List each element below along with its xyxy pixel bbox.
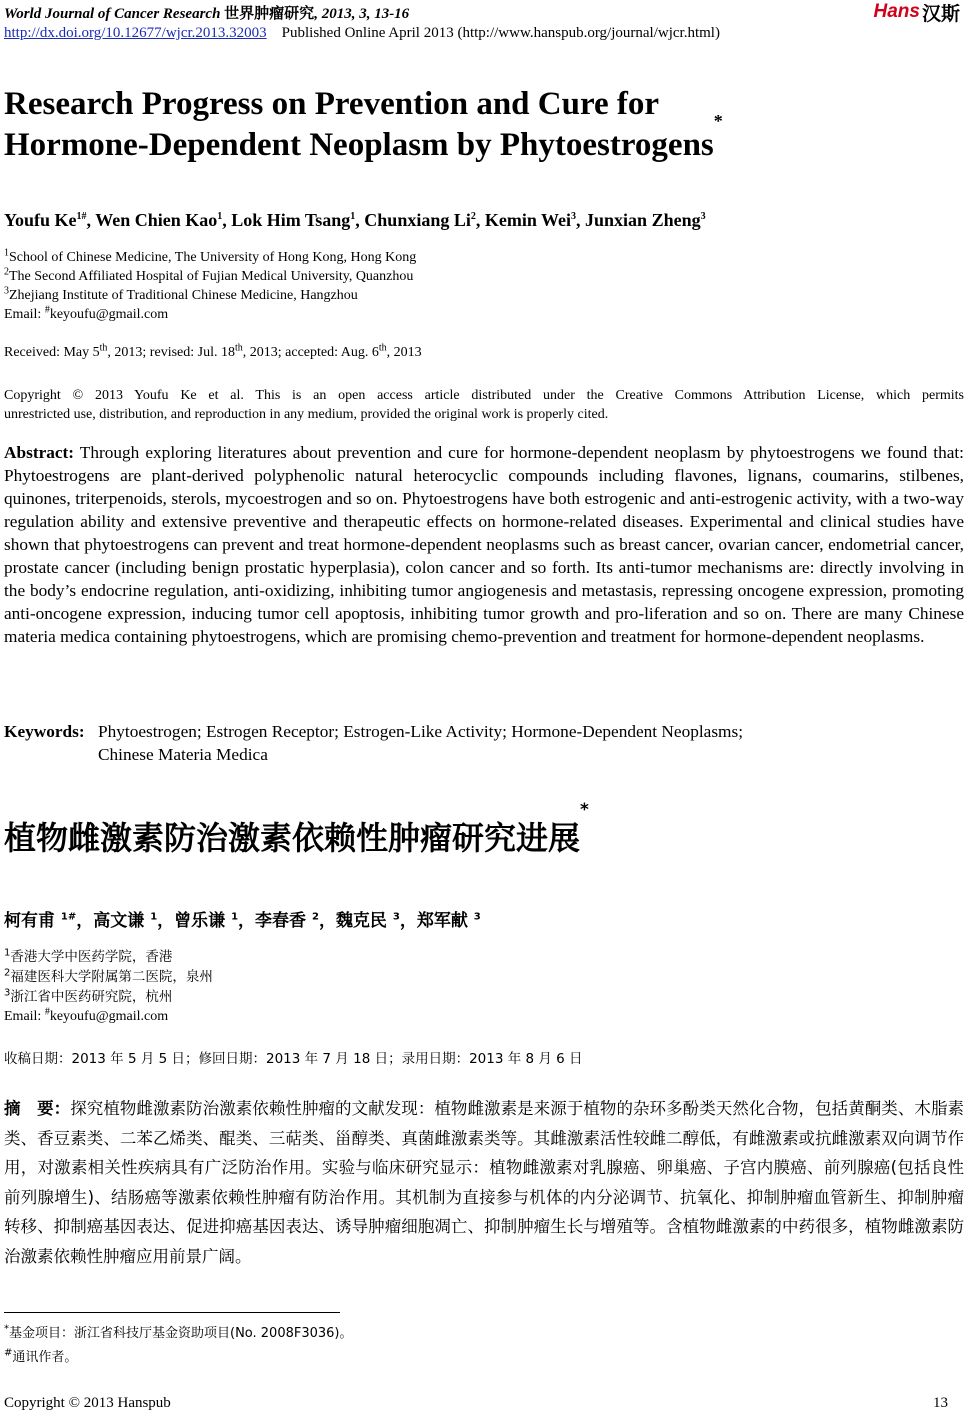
abstract-en <box>4 441 964 648</box>
affiliation-cn: $^1$香港大学中医药学院，香港 <box>4 947 173 965</box>
footnote-funding: *基金项目：浙江省科技厅基金资助项目(No. 2008F3036)。 <box>4 1323 353 1341</box>
author-cn: 李春香 $^2$， <box>255 911 336 931</box>
copyright-line-2: unrestricted use, distribution, and reproduction in any medium, provided the original work is properly cited. <box>4 407 609 422</box>
author-cn: 曾乐谦 $^1$， <box>174 911 256 931</box>
affiliation-cn: $^3$浙江省中医药研究院，杭州 <box>4 987 173 1005</box>
author: Junxian Zheng$^3$ <box>585 210 706 230</box>
affiliation: $^2$The Second Affiliated Hospital of Fujian Medical University, Quanzhou <box>4 266 414 284</box>
doi-link[interactable]: http://dx.doi.org/10.12677/wjcr.2013.32003 <box>4 25 267 41</box>
published-online: Published Online April 2013 (http://www.hanspub.org/journal/wjcr.html) <box>281 25 720 41</box>
received-dates: Received: May 5th, 2013; revised: Jul. 18th, 2013; accepted: Aug. 6th, 2013 <box>4 342 422 360</box>
keywords <box>4 720 743 766</box>
author-cn: 郑军献 $^3$ <box>416 911 481 931</box>
keywords-line-2: Chinese Materia Medica <box>98 745 268 764</box>
logo-text-cn: 汉斯 <box>921 3 960 25</box>
copyright-line-1: Copyright © 2013 Youfu Ke et al. This is an open access article distributed under the Creative Commons Attribution License, which permits <box>4 388 964 403</box>
author: Kemin Wei$^3$, <box>484 210 586 230</box>
affiliations-en <box>4 248 416 324</box>
journal-info: , 2013, 3, 13-16 <box>314 6 410 22</box>
doi-line <box>4 25 720 42</box>
title-line-2: Hormone-Dependent Neoplasm by Phytoestrogens* <box>4 111 723 163</box>
author-cn: 魏克民 $^3$， <box>335 911 417 931</box>
affiliation: $^1$School of Chinese Medicine, The University of Hong Kong, Hong Kong <box>4 247 417 265</box>
title-line-1: Research Progress on Prevention and Cure for <box>4 86 660 122</box>
email-address-cn[interactable]: keyoufu@gmail.com <box>49 1009 169 1024</box>
journal-name-cn: 世界肿瘤研究 <box>224 6 315 22</box>
journal-header <box>4 2 409 23</box>
author: Wen Chien Kao$^1$, <box>95 210 232 230</box>
title-cn-footnote-mark: * <box>580 800 589 820</box>
footer-copyright: Copyright © 2013 Hanspub <box>4 1395 171 1411</box>
paper-title-en <box>4 84 954 166</box>
abstract-cn-text: 探究植物雌激素防治激素依赖性肿瘤的文献发现：植物雌激素是来源于植物的杂环多酚类天然化合物，包括黄酮类、木脂素类、香豆素类、二苯乙烯类、醌类、三萜类、甾醇类、真菌雌激素类等。其雌激素活性较雌二醇低，有雌激素或抗雌激素双向调节作用，对激素相关性疾病具有广泛防治作用。实验与临床研究显示：植物雌激素对乳腺癌、卵巢癌、子宫内膜癌、前列腺癌(包括良性前列腺增生)、结肠癌等激素依赖性肿瘤有防治作用。其机制为直接参与机体的内分泌调节、抗氧化、抑制肿瘤血管新生、抑制肿瘤转移、抑制癌基因表达、促进抑癌基因表达、诱导肿瘤细胞凋亡、抑制肿瘤生长与增殖等。含植物雌激素的中药很多，植物雌激素防治激素依赖性肿瘤应用前景广阔。 <box>4 1099 965 1266</box>
abstract-label: Abstract: <box>4 443 75 462</box>
email-line: Email: #keyoufu@gmail.com <box>4 304 169 322</box>
hanspub-logo <box>874 0 960 24</box>
received-dates-cn: 收稿日期：2013 年 5 月 5 日；修回日期：2013 年 7 月 18 日；录用日期：2013 年 8 月 6 日 <box>4 1051 583 1067</box>
author-cn: 柯有甫 $^{1\#}$， <box>4 911 94 931</box>
email-address[interactable]: keyoufu@gmail.com <box>49 307 169 322</box>
keywords-label: Keywords: <box>4 722 85 741</box>
copyright-notice <box>4 386 964 424</box>
email-line-cn: Email: #keyoufu@gmail.com <box>4 1006 169 1024</box>
keywords-line-1: Phytoestrogen; Estrogen Receptor; Estrogen-Like Activity; Hormone-Dependent Neoplasms; <box>98 722 744 741</box>
abstract-text: Through exploring literatures about prevention and cure for hormone-dependent neoplasm by phytoestrogens we found that: Phytoestrogens are plant-derived polyphenolic natural heterocyclic compounds including flavones, lignans, coumarins, stilbenes, quinones, triterpenoids, sterols, mycoestrogen and so on. Phytoestrogens have both estrogenic and anti-estrogenic activity, with a two-way regulation ability and extensive preventive and therapeutic effects on hormone-related diseases. Experimental and clinical studies have shown that phytoestrogens can prevent and treat hormone-dependent neoplasms such as breast cancer, ovarian cancer, endometrial cancer, prostate cancer (including benign prostatic hyperplasia), colon cancer and so forth. Its anti-tumor mechanisms are: directly involving in the body’s endocrine regulation, anti-oxidizing, inhibiting tumor angiogenesis and metastasis, repressing oncogene expression, promoting anti-oncogene expression, inducing tumor cell apoptosis, inhibiting tumor growth and pro-liferation and so on. There are many Chinese materia medica containing phytoestrogens, which are promising chemo-prevention and treatment for hormone-dependent neoplasms. <box>4 443 964 646</box>
paper-title-cn: 植物雌激素防治激素依赖性肿瘤研究进展* <box>4 800 589 857</box>
page-number: 13 <box>933 1395 948 1411</box>
affiliation: $^3$Zhejiang Institute of Traditional Chinese Medicine, Hangzhou <box>4 285 358 303</box>
abstract-cn <box>4 1094 964 1272</box>
affiliation-cn: $^2$福建医科大学附属第二医院，泉州 <box>4 967 213 985</box>
authors-cn <box>4 906 481 931</box>
footnote-correspondence: #通讯作者。 <box>4 1347 78 1365</box>
abstract-cn-label: 摘 要： <box>4 1099 71 1118</box>
author: Chunxiang Li$^2$, <box>364 210 485 230</box>
author-cn: 高文谦 $^1$， <box>93 911 175 931</box>
footnote-rule <box>4 1312 340 1313</box>
author: Lok Him Tsang$^1$, <box>231 210 365 230</box>
logo-text-en: Hans <box>873 1 920 22</box>
journal-name-en: World Journal of Cancer Research <box>4 6 221 22</box>
title-footnote-mark: * <box>713 111 723 131</box>
author: Youfu $Ke^{1\#}$, <box>4 210 96 230</box>
affiliations-cn <box>4 947 213 1027</box>
authors-en <box>4 210 706 231</box>
